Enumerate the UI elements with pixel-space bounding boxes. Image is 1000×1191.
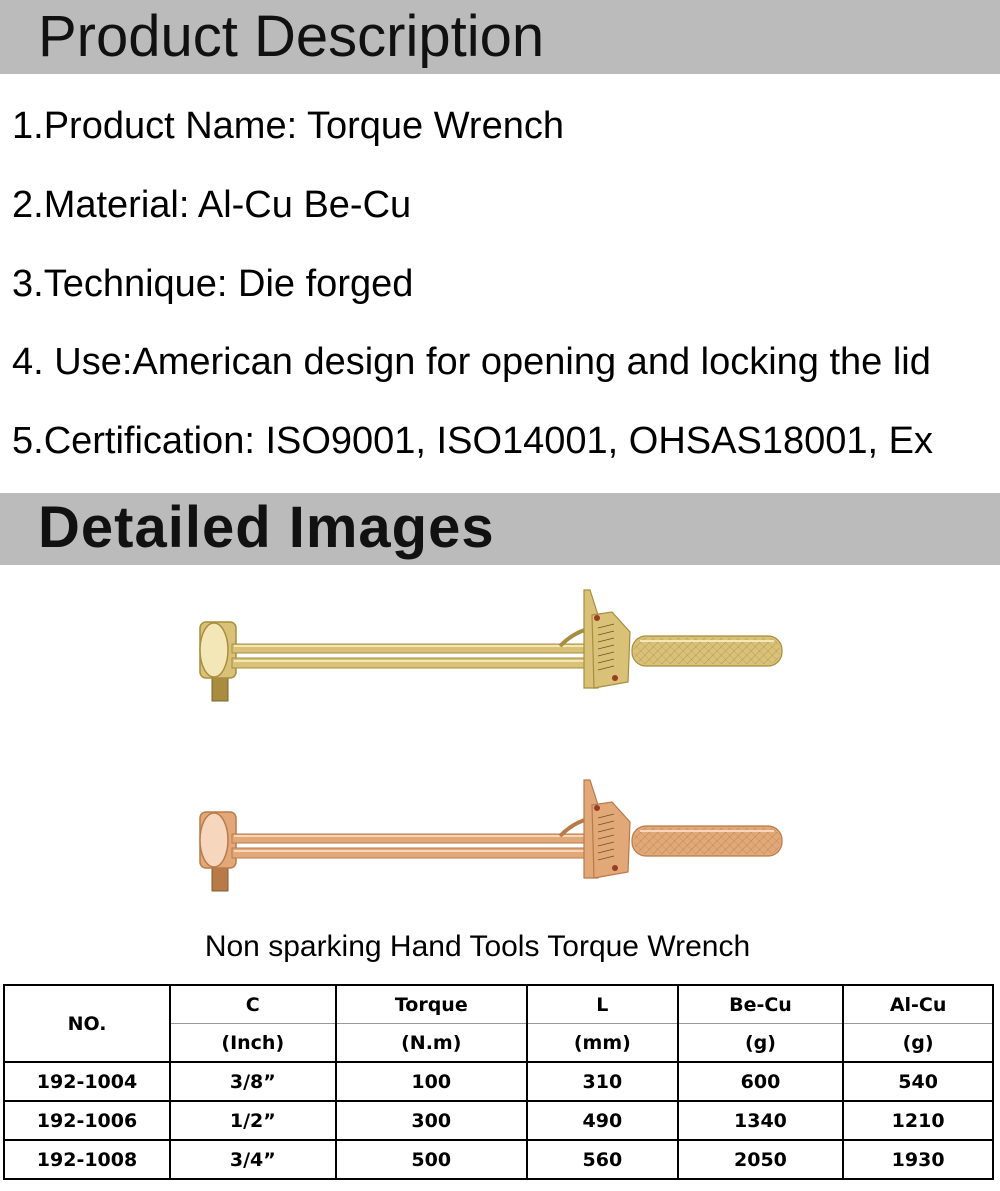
- unit-al-cu: (g): [843, 1024, 993, 1063]
- unit-l: (mm): [527, 1024, 678, 1063]
- cell-al-cu: 1930: [843, 1140, 993, 1179]
- product-caption: Non sparking Hand Tools Torque Wrench: [204, 930, 751, 963]
- scale-dial: [592, 612, 630, 688]
- unit-torque: (N.m): [336, 1024, 527, 1063]
- cell-no: 192-1004: [4, 1062, 170, 1101]
- wrench-head-face: [200, 623, 228, 677]
- section-title: Product Description: [38, 4, 545, 69]
- description-line-material: 2.Material: Al-Cu Be-Cu: [12, 184, 412, 226]
- cell-be-cu: 2050: [678, 1140, 843, 1179]
- table-row: [4, 1062, 993, 1101]
- rivet: [594, 805, 600, 811]
- unit-be-cu: (g): [678, 1024, 843, 1063]
- header-l: L: [527, 985, 678, 1024]
- cell-be-cu: 600: [678, 1062, 843, 1101]
- cell-be-cu: 1340: [678, 1101, 843, 1140]
- table-header-row: [4, 985, 993, 1024]
- cell-c: 3/8”: [170, 1062, 336, 1101]
- cell-torque: 300: [336, 1101, 527, 1140]
- header-torque: Torque: [336, 985, 527, 1024]
- description-line-use: 4. Use:American design for opening and locking the lid: [12, 341, 931, 383]
- product-images: [0, 570, 1000, 930]
- description-line-technique: 3.Technique: Die forged: [12, 263, 414, 305]
- square-drive: [212, 865, 228, 891]
- rivet: [612, 865, 618, 871]
- beam-bar-lower: [232, 658, 590, 668]
- scale-dial: [592, 802, 630, 878]
- header-c: C: [170, 985, 336, 1024]
- rivet: [594, 615, 600, 621]
- cell-l: 490: [527, 1101, 678, 1140]
- cell-c: 3/4”: [170, 1140, 336, 1179]
- description-line-certification: 5.Certification: ISO9001, ISO14001, OHSAS18001, Ex: [12, 420, 933, 462]
- cell-no: 192-1008: [4, 1140, 170, 1179]
- cell-l: 310: [527, 1062, 678, 1101]
- cell-torque: 100: [336, 1062, 527, 1101]
- specification-table: [3, 984, 994, 1180]
- torque-wrench-be-cu-image: [200, 780, 782, 891]
- header-al-cu: Al-Cu: [843, 985, 993, 1024]
- cell-l: 560: [527, 1140, 678, 1179]
- cell-no: 192-1006: [4, 1101, 170, 1140]
- unit-c: (Inch): [170, 1024, 336, 1063]
- detailed-images-banner: [0, 493, 1000, 565]
- cell-al-cu: 540: [843, 1062, 993, 1101]
- wrench-illustrations: [0, 570, 1000, 930]
- beam-bar-lower: [232, 848, 590, 858]
- square-drive: [212, 675, 228, 701]
- rivet: [612, 675, 618, 681]
- torque-wrench-al-cu-image: [200, 590, 782, 701]
- table-row: [4, 1140, 993, 1179]
- cell-c: 1/2”: [170, 1101, 336, 1140]
- cell-al-cu: 1210: [843, 1101, 993, 1140]
- description-line-name: 1.Product Name: Torque Wrench: [12, 105, 564, 147]
- section-title: Detailed Images: [38, 495, 495, 560]
- header-be-cu: Be-Cu: [678, 985, 843, 1024]
- product-description-banner: [0, 0, 1000, 74]
- cell-torque: 500: [336, 1140, 527, 1179]
- header-no: NO.: [4, 985, 170, 1062]
- wrench-head-face: [200, 813, 228, 867]
- table-row: [4, 1101, 993, 1140]
